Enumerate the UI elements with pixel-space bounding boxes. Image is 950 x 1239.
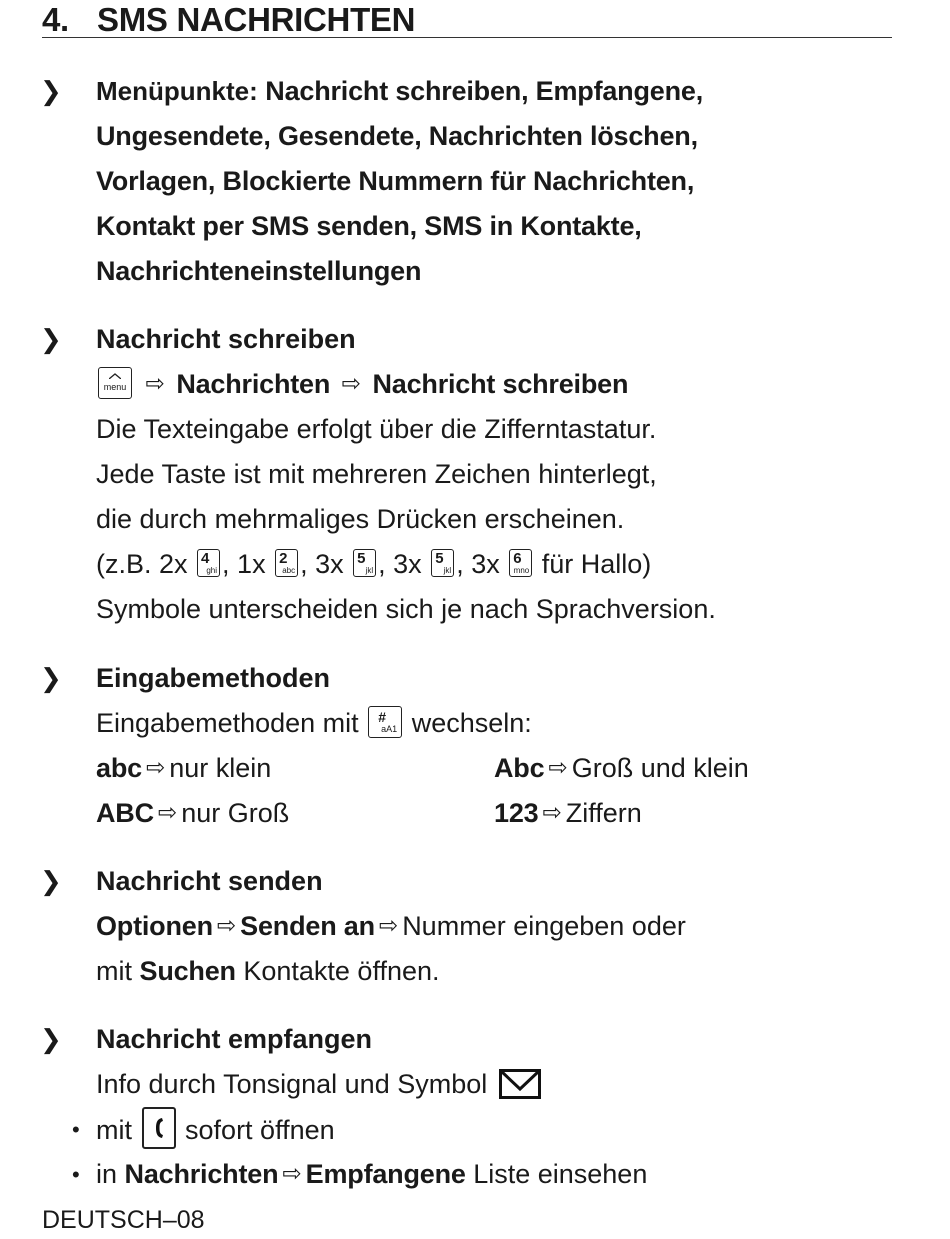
input-methods-title: Eingabemethoden bbox=[96, 663, 331, 693]
arrow-icon: ⇨ bbox=[341, 370, 361, 396]
write-text-3: die durch mehrmaliges Drücken erscheinen. bbox=[96, 504, 625, 534]
receive-bullet-1: mit sofort öffnen bbox=[96, 1107, 335, 1152]
receive-bullet-2: in Nachrichten ⇨ Empfangene Liste einsehen bbox=[96, 1159, 648, 1189]
write-message-title: Nachricht schreiben bbox=[96, 324, 356, 354]
send-to-label: Senden an bbox=[240, 911, 375, 941]
nav-messages: Nachrichten bbox=[124, 1159, 279, 1189]
arrow-icon: ⇨ bbox=[157, 799, 178, 825]
write-text-2: Jede Taste ist mit mehreren Zeichen hinterlegt, bbox=[96, 459, 657, 489]
options-label: Optionen bbox=[96, 911, 213, 941]
intro-after: wechseln: bbox=[411, 708, 532, 738]
input-mode-Abc: Abc ⇨ Groß und klein bbox=[494, 753, 749, 783]
call-key-icon bbox=[142, 1107, 176, 1149]
section-number: 4. bbox=[42, 1, 69, 38]
example-open: (z.B. 2x bbox=[96, 549, 188, 579]
key-5-icon: 5 jkl bbox=[353, 549, 376, 577]
write-message-path bbox=[96, 362, 628, 407]
path-write-message: Nachricht schreiben bbox=[372, 369, 629, 399]
arrow-icon: ⇨ bbox=[145, 370, 165, 396]
chevron-icon: ❯ bbox=[40, 76, 62, 106]
write-text-1: Die Texteingabe erfolgt über die Zifferntastatur. bbox=[96, 414, 657, 444]
send-instructions: Nummer eingeben oder bbox=[402, 911, 686, 941]
menu-key-icon bbox=[98, 367, 132, 399]
example-sep: , 3x bbox=[378, 549, 422, 579]
path-messages: Nachrichten bbox=[176, 369, 331, 399]
input-mode-ABC: ABC ⇨ nur Groß bbox=[96, 798, 290, 828]
bullet-icon: • bbox=[72, 1162, 80, 1187]
send-message-title: Nachricht senden bbox=[96, 866, 323, 896]
send-message-line-2: mit Suchen Kontakte öffnen. bbox=[96, 956, 440, 986]
key-5-icon: 5 jkl bbox=[431, 549, 454, 577]
arrow-icon: ⇨ bbox=[542, 799, 562, 825]
example-sep: , 3x bbox=[300, 549, 344, 579]
arrow-icon: ⇨ bbox=[216, 912, 237, 938]
menu-items-line-3: Vorlagen, Blockierte Nummern für Nachrichten, bbox=[96, 166, 695, 196]
arrow-icon: ⇨ bbox=[145, 754, 166, 780]
menu-items-label: Menüpunkte: bbox=[96, 76, 258, 106]
write-example bbox=[96, 542, 651, 587]
menu-key-label: menu bbox=[103, 382, 127, 392]
send-message-line-1 bbox=[96, 904, 686, 949]
menu-items-line-2: Ungesendete, Gesendete, Nachrichten löschen, bbox=[96, 121, 698, 151]
menu-items-line-5: Nachrichteneinstellungen bbox=[96, 256, 422, 286]
arrow-icon: ⇨ bbox=[378, 912, 399, 938]
nav-received: Empfangene bbox=[305, 1159, 466, 1189]
bullet-icon: • bbox=[72, 1117, 80, 1142]
key-2-icon: 2 abc bbox=[275, 549, 298, 577]
menu-items-line-4: Kontakt per SMS senden, SMS in Kontakte, bbox=[96, 211, 642, 241]
intro-before: Eingabemethoden mit bbox=[96, 708, 359, 738]
section-title: SMS NACHRICHTEN bbox=[97, 1, 416, 38]
menu-items-list-1: Nachricht schreiben, Empfangene, bbox=[265, 76, 703, 106]
key-6-icon: 6 mno bbox=[509, 549, 532, 577]
write-text-4: Symbole unterscheiden sich je nach Sprachversion. bbox=[96, 594, 716, 624]
example-sep: , 3x bbox=[456, 549, 500, 579]
input-mode-123: 123 ⇨ Ziffern bbox=[494, 798, 642, 828]
input-mode-abc: abc ⇨ nur klein bbox=[96, 753, 272, 783]
chevron-icon: ❯ bbox=[40, 1024, 62, 1054]
example-sep: , 1x bbox=[222, 549, 266, 579]
section-heading bbox=[42, 0, 892, 38]
chevron-icon: ❯ bbox=[40, 663, 62, 693]
search-label: Suchen bbox=[139, 956, 236, 986]
example-close: für Hallo) bbox=[541, 549, 652, 579]
envelope-icon bbox=[499, 1069, 541, 1099]
receive-info: Info durch Tonsignal und Symbol bbox=[96, 1062, 541, 1107]
input-methods-intro bbox=[96, 701, 532, 746]
chevron-icon: ❯ bbox=[40, 324, 62, 354]
menu-items-line-1 bbox=[96, 69, 703, 114]
chevron-icon: ❯ bbox=[40, 866, 62, 896]
arrow-icon: ⇨ bbox=[282, 1160, 302, 1186]
arrow-icon: ⇨ bbox=[548, 754, 568, 780]
hash-key-icon: # aA1 bbox=[368, 706, 402, 738]
page-footer: DEUTSCH–08 bbox=[42, 1206, 205, 1234]
key-4-icon: 4 ghi bbox=[197, 549, 220, 577]
receive-message-title: Nachricht empfangen bbox=[96, 1024, 373, 1054]
